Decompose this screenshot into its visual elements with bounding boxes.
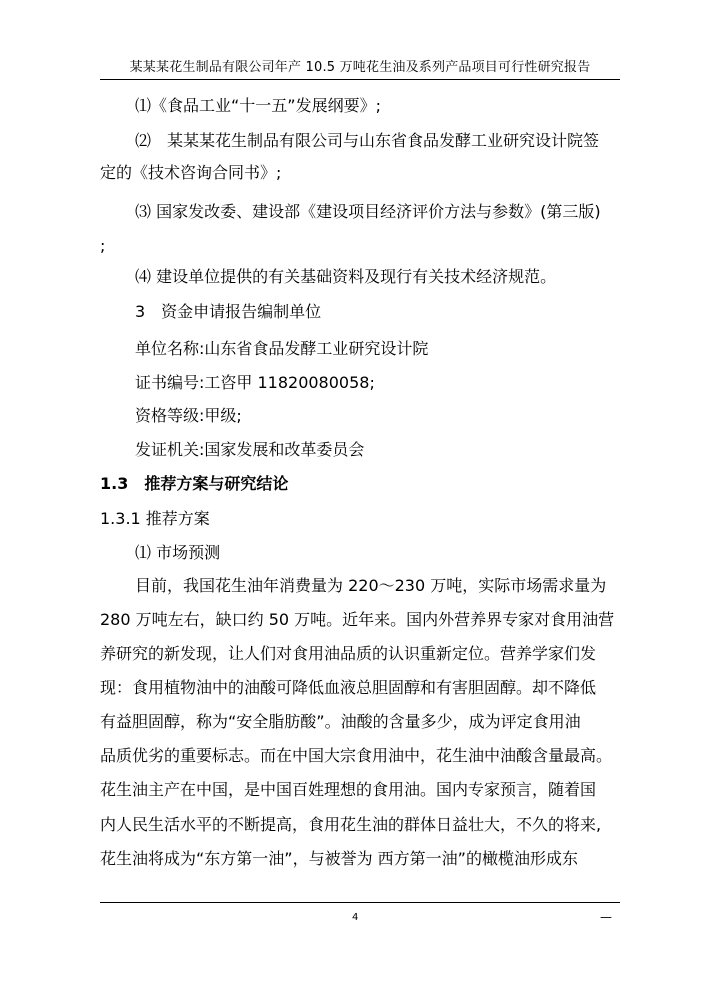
section-3-title: 3 资金申请报告编制单位: [135, 302, 322, 321]
market-forecast-title: ⑴ 市场预测: [135, 543, 221, 562]
footer-dash: —: [600, 910, 612, 924]
section-1-3-1-heading: 1.3.1 推荐方案: [100, 509, 210, 528]
unit-name: 单位名称:山东省食品发酵工业研究设计院: [135, 339, 429, 358]
paragraph-line: 花生油主产在中国，是中国百姓理想的食用油。国内专家预言，随着国: [100, 780, 597, 799]
header-divider: [100, 79, 620, 80]
page-header: 某某某花生制品有限公司年产 10.5 万吨花生油及系列产品项目可行性研究报告: [129, 60, 591, 75]
page-number: 4: [352, 912, 359, 923]
paragraph-line: 品质优劣的重要标志。而在中国大宗食用油中，花生油中油酸含量最高。: [100, 746, 613, 765]
reference-2-cont: 定的《技术咨询合同书》;: [100, 163, 282, 182]
reference-3: ⑶ 国家发改委、建设部《建设项目经济评价方法与参数》(第三版): [135, 202, 601, 221]
paragraph-line: 内人民生活水平的不断提高，食用花生油的群体日益壮大，不久的将来,: [100, 815, 602, 834]
paragraph-line: 花生油将成为“东方第一油”，与被誉为 西方第一油”的橄榄油形成东: [100, 849, 578, 868]
paragraph-line: 现：食用植物油中的油酸可降低血液总胆固醇和有害胆固醇。却不降低: [100, 678, 597, 697]
paragraph-line: 养研究的新发现，让人们对食用油品质的认识重新定位。营养学家们发: [100, 644, 597, 663]
section-1-3-heading: 1.3 推荐方案与研究结论: [100, 474, 289, 493]
certificate-number: 证书编号:工咨甲 11820080058;: [135, 373, 375, 392]
issuing-authority: 发证机关:国家发展和改革委员会: [135, 440, 365, 459]
paragraph-line: 280 万吨左右，缺口约 50 万吨。近年来。国内外营养界专家对食用油营: [100, 610, 615, 629]
qualification-grade: 资格等级:甲级;: [135, 406, 242, 425]
reference-4: ⑷ 建设单位提供的有关基础资料及现行有关技术经济规范。: [135, 267, 557, 286]
paragraph-line: 目前，我国花生油年消费量为 220～230 万吨，实际市场需求量为: [135, 576, 607, 595]
footer-divider: [100, 902, 620, 903]
reference-1: ⑴《食品工业“十一五”发展纲要》;: [135, 96, 381, 115]
reference-3-cont: ;: [100, 236, 106, 255]
reference-2: ⑵ 某某某花生制品有限公司与山东省食品发酵工业研究设计院签: [135, 131, 600, 150]
paragraph-line: 有益胆固醇，称为“安全脂肪酸”。油酸的含量多少，成为评定食用油: [100, 712, 581, 731]
